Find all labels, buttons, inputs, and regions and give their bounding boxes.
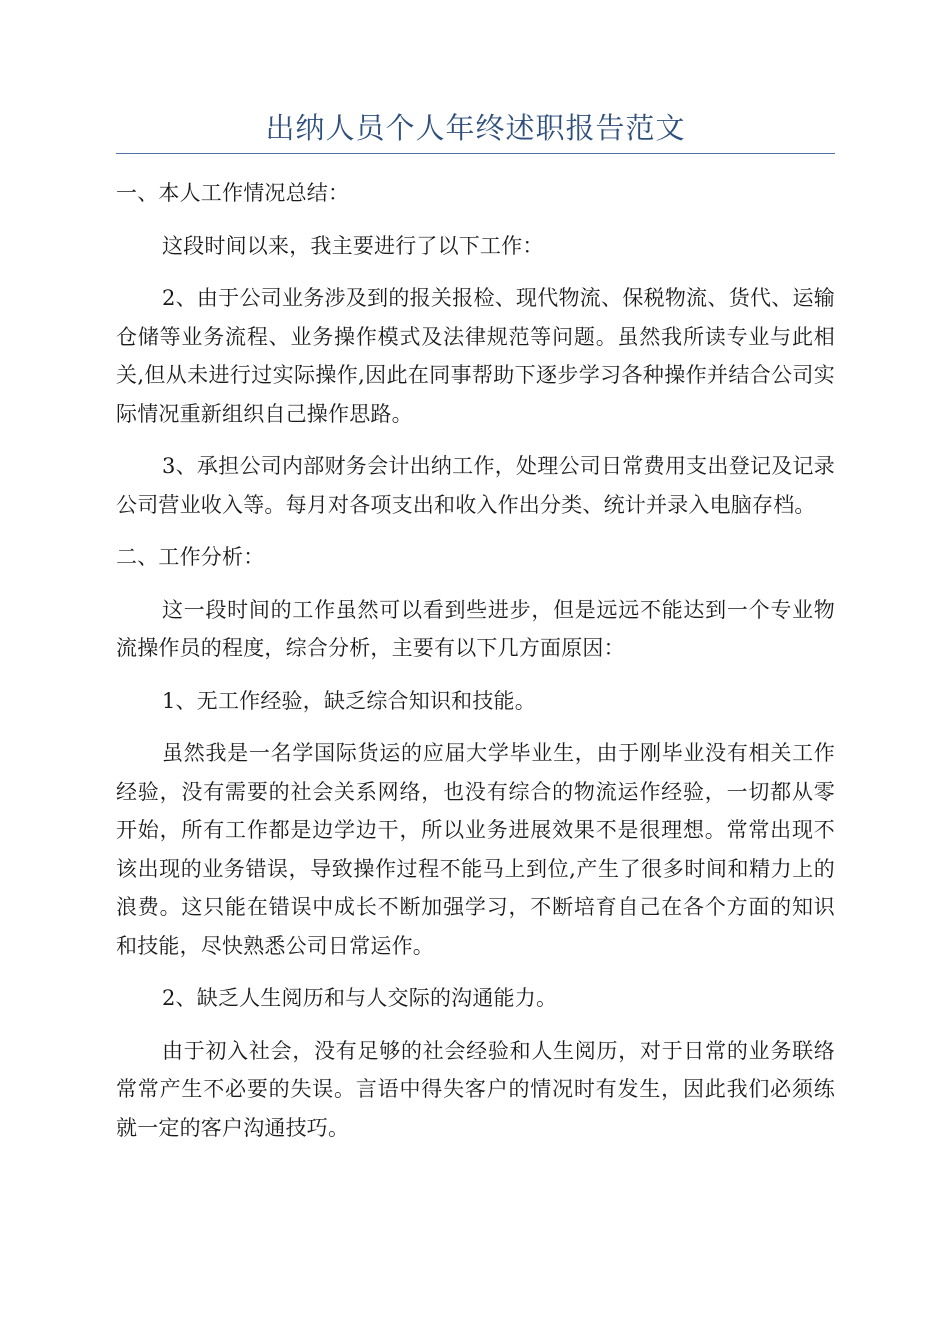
paragraph: 这一段时间的工作虽然可以看到些进步，但是远远不能达到一个专业物流操作员的程度，综合分析，主要有以下几方面原因： [116, 597, 835, 660]
title-underline [116, 153, 835, 154]
section-heading-analysis: 二、工作分析： [116, 545, 265, 569]
section-heading-summary: 一、本人工作情况总结： [116, 181, 350, 205]
document-title: 出纳人员个人年终述职报告范文 [265, 111, 686, 145]
paragraph: 1、无工作经验，缺乏综合知识和技能。 [162, 688, 536, 713]
paragraph: 由于初入社会，没有足够的社会经验和人生阅历，对于日常的业务联络常常产生不必要的失误。言语中得失客户的情况时有发生，因此我们必须练就一定的客户沟通技巧。 [116, 1038, 835, 1140]
paragraph: 2、由于公司业务涉及到的报关报检、现代物流、保税物流、货代、运输仓储等业务流程、业务操作模式及法律规范等问题。虽然我所读专业与此相关,但从未进行过实际操作,因此在同事帮助下逐步学习各种操作并结合公司实际情况重新组织自己操作思路。 [116, 286, 835, 426]
document-body [116, 174, 835, 1161]
paragraph: 虽然我是一名学国际货运的应届大学毕业生，由于刚毕业没有相关工作经验，没有需要的社会关系网络，也没有综合的物流运作经验，一切都从零开始，所有工作都是边学边干，所以业务进展效果不是很理想。常常出现不该出现的业务错误，导致操作过程不能马上到位,产生了很多时间和精力上的浪费。这只能在错误中成长不断加强学习，不断培育自己在各个方面的知识和技能，尽快熟悉公司日常运作。 [116, 741, 835, 958]
paragraph: 3、承担公司内部财务会计出纳工作，处理公司日常费用支出登记及记录公司营业收入等。每月对各项支出和收入作出分类、统计并录入电脑存档。 [116, 454, 835, 517]
paragraph: 2、缺乏人生阅历和与人交际的沟通能力。 [162, 986, 558, 1010]
paragraph: 这段时间以来，我主要进行了以下工作： [162, 233, 544, 258]
